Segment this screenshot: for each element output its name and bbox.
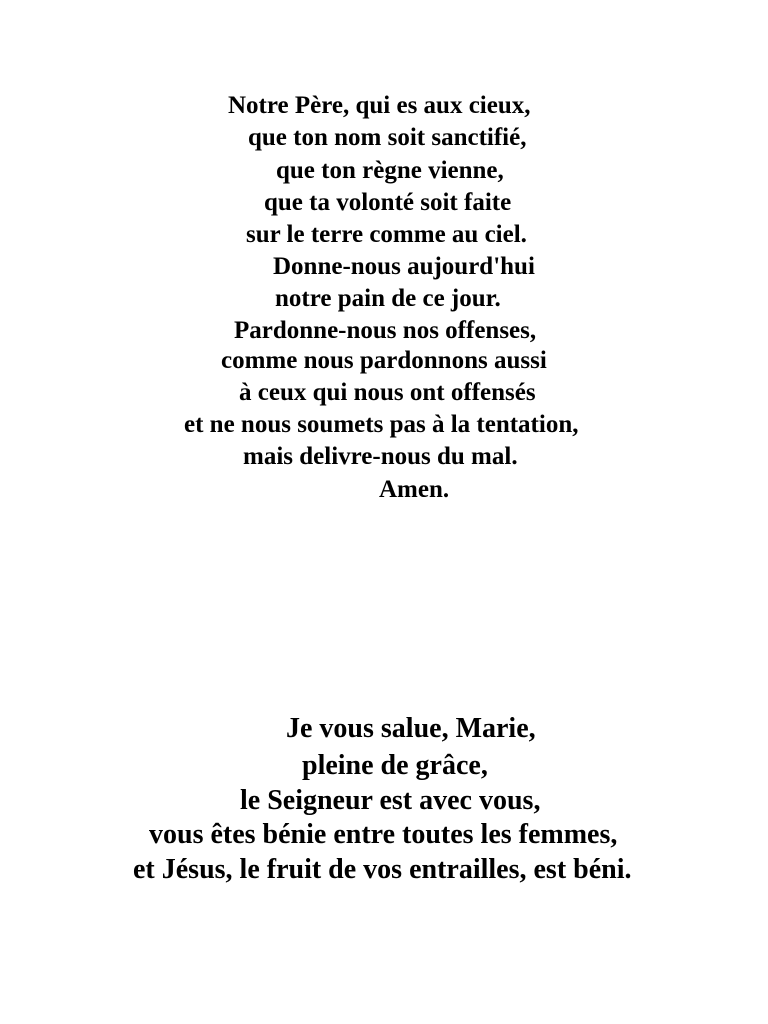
prayer-line: Pardonne-nous nos offenses, bbox=[234, 317, 537, 344]
prayer-line: et Jésus, le fruit de vos entrailles, est béni. bbox=[133, 854, 632, 885]
prayer-line: vous êtes bénie entre toutes les femmes, bbox=[149, 819, 618, 850]
prayer-line: à ceux qui nous ont offensés bbox=[239, 379, 536, 406]
prayer-line: que ton nom soit sanctifié, bbox=[248, 124, 527, 151]
prayer-line: Amen. bbox=[379, 476, 450, 503]
prayer-line: Je vous salue, Marie, bbox=[286, 713, 536, 744]
prayer-line: que ton règne vienne, bbox=[276, 157, 504, 184]
prayer-line: notre pain de ce jour. bbox=[275, 285, 501, 312]
prayer-line: mais delivre-nous du mal. bbox=[243, 443, 518, 470]
prayer-line: Notre Père, qui es aux cieux, bbox=[228, 92, 531, 119]
prayer-line: que ta volonté soit faite bbox=[264, 189, 512, 216]
prayer-line: et ne nous soumets pas à la tentation, bbox=[184, 411, 579, 438]
prayer-line: sur le terre comme au ciel. bbox=[246, 221, 527, 248]
prayer-line: le Seigneur est avec vous, bbox=[240, 785, 541, 816]
prayer-line: Donne-nous aujourd'hui bbox=[273, 253, 535, 280]
prayer-line: pleine de grâce, bbox=[302, 750, 488, 781]
prayer-line: comme nous pardonnons aussi bbox=[221, 347, 547, 374]
